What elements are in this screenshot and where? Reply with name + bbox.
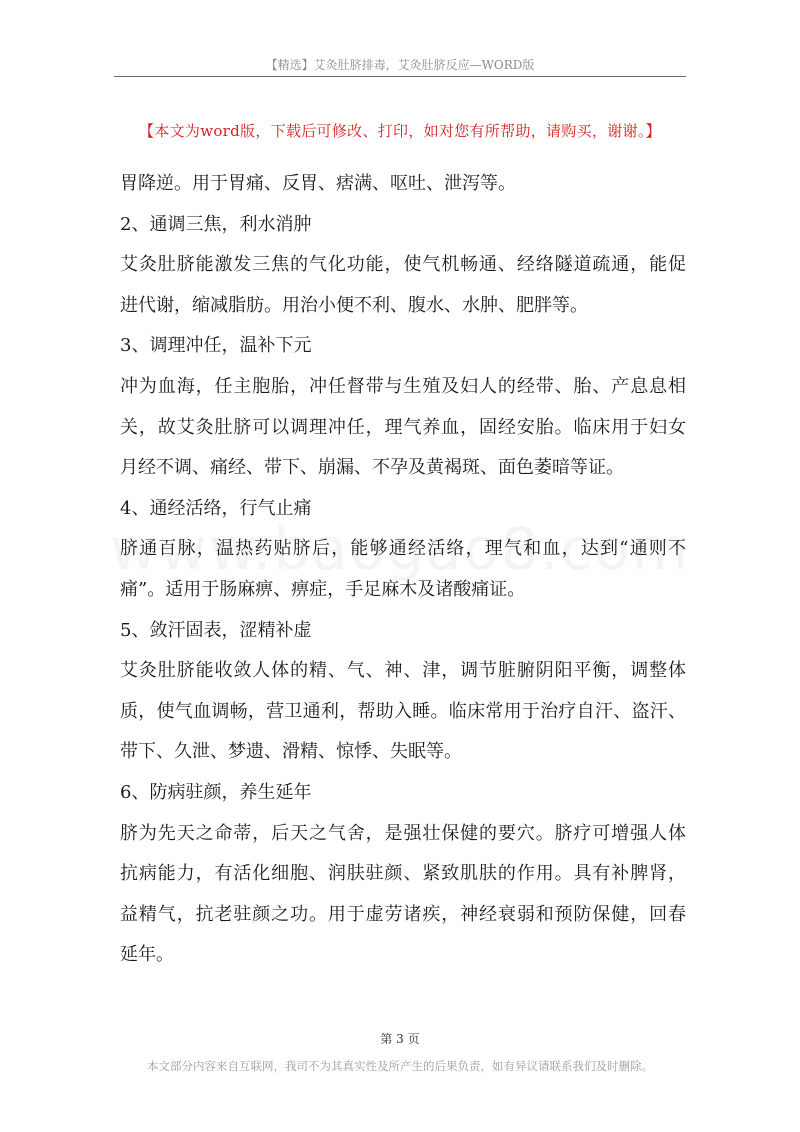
body-line: 胃降逆。用于胃痛、反胃、痞满、呕吐、泄泻等。	[120, 173, 516, 194]
body-line: 质，使气血调畅，营卫通利，帮助入睡。临床常用于治疗自汗、盗汗、	[120, 700, 686, 722]
body-line: 延年。	[120, 944, 174, 966]
purchase-notice: 【本文为word版，下载后可修改、打印，如对您有所帮助，请购买，谢谢。】	[139, 122, 661, 140]
header-divider	[114, 76, 686, 77]
page-header-title: 【精选】艾灸肚脐排毒，艾灸肚脐反应—WORD版	[265, 58, 535, 72]
body-line: 脐通百脉，温热药贴脐后，能够通经活络，理气和血，达到“通则不	[120, 538, 686, 560]
page-number: 第 3 页	[380, 1032, 420, 1046]
document-body	[120, 164, 686, 976]
body-line: 艾灸肚脐能收敛人体的精、气、神、津，调节脏腑阴阳平衡，调整体	[120, 660, 686, 682]
body-line: 关，故艾灸肚脐可以调理冲任，理气养血，固经安胎。临床用于妇女	[120, 416, 686, 438]
body-line: 脐为先天之命蒂，后天之气舍，是强壮保健的要穴。脐疗可增强人体	[120, 822, 686, 844]
section-heading: 4、通经活络，行气止痛	[120, 497, 312, 519]
footer-disclaimer: 本文部分内容来自互联网，我司不为其真实性及所产生的后果负责，如有异议请联系我们及时删除。	[147, 1059, 653, 1073]
body-line: 抗病能力，有活化细胞、润肤驻颜、紧致肌肤的作用。具有补脾肾，	[120, 863, 686, 885]
body-line: 艾灸肚脐能激发三焦的气化功能，使气机畅通、经络隧道疏通，能促	[120, 254, 686, 276]
section-heading: 3、调理冲任，温补下元	[120, 335, 312, 357]
body-line: 冲为血海，任主胞胎，冲任督带与生殖及妇人的经带、胎、产息息相	[120, 375, 686, 397]
section-heading: 6、防病驻颜，养生延年	[120, 781, 312, 803]
body-line: 带下、久泄、梦遗、滑精、惊悸、失眠等。	[120, 741, 462, 763]
body-line: 益精气，抗老驻颜之功。用于虚劳诸疾，神经衰弱和预防保健，回春	[120, 903, 686, 925]
body-line: 进代谢，缩减脂肪。用治小便不利、腹水、水肿、肥胖等。	[120, 294, 588, 316]
body-line: 痛”。适用于肠麻痹、痹症，手足麻木及诸酸痛证。	[120, 578, 526, 600]
section-heading: 2、通调三焦，利水消肿	[120, 213, 312, 235]
body-line: 月经不调、痛经、带下、崩漏、不孕及黄褐斑、面色萎暗等证。	[120, 457, 624, 479]
section-heading: 5、敛汗固表，涩精补虚	[120, 619, 312, 641]
